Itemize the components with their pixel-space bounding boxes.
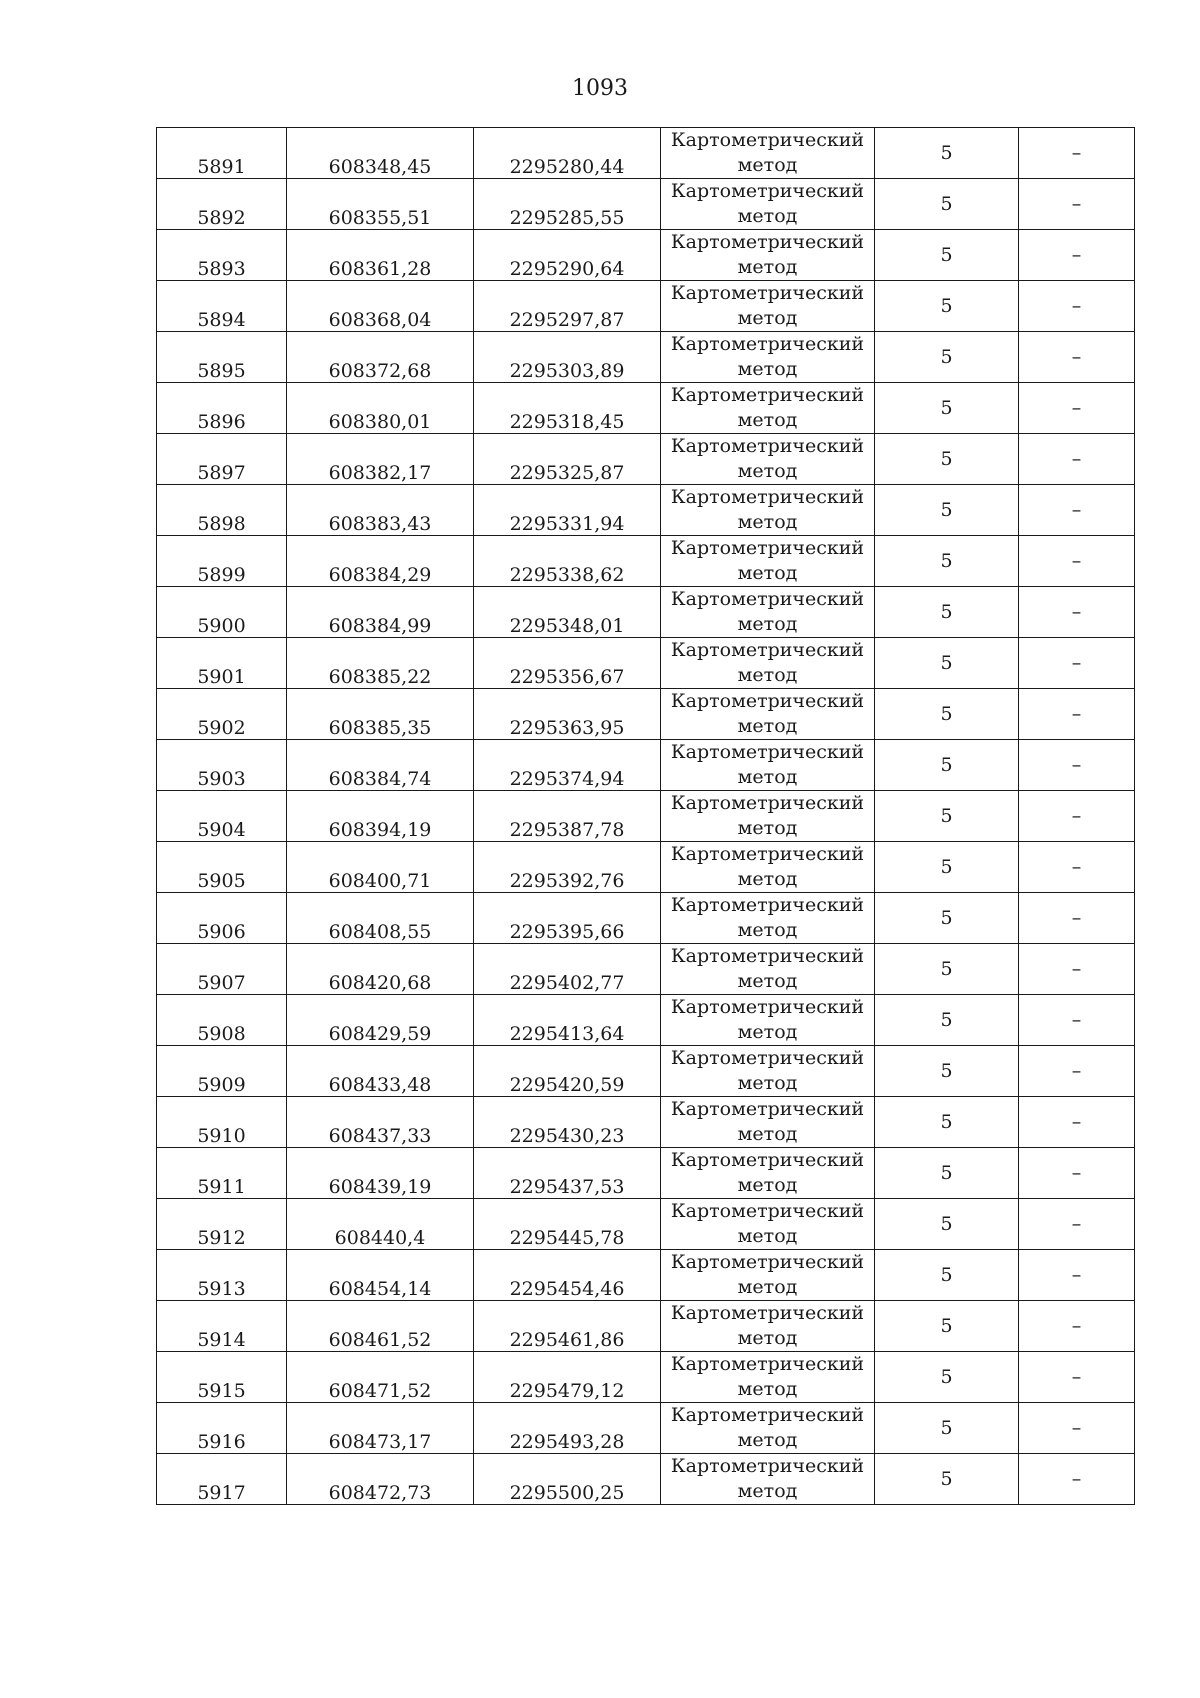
- y-coordinate-cell: 2295297,87: [474, 281, 661, 332]
- method-cell: [661, 128, 875, 179]
- x-coordinate-cell: 608372,68: [287, 332, 474, 383]
- point-number-cell: 5899: [157, 536, 287, 587]
- note-cell: –: [1019, 689, 1135, 740]
- y-coordinate-cell: 2295363,95: [474, 689, 661, 740]
- point-number-cell: 5906: [157, 893, 287, 944]
- y-coordinate-cell: 2295454,46: [474, 1250, 661, 1301]
- x-coordinate-cell: 608400,71: [287, 842, 474, 893]
- accuracy-cell: 5: [875, 1301, 1019, 1352]
- method-cell: [661, 638, 875, 689]
- x-coordinate-cell: 608384,99: [287, 587, 474, 638]
- table-row: [157, 485, 1135, 536]
- method-cell: [661, 1046, 875, 1097]
- method-cell: [661, 536, 875, 587]
- table-row: [157, 332, 1135, 383]
- method-line-2: метод: [737, 1480, 798, 1502]
- method-cell: [661, 944, 875, 995]
- y-coordinate-cell: 2295437,53: [474, 1148, 661, 1199]
- table-row: [157, 944, 1135, 995]
- y-coordinate-cell: 2295318,45: [474, 383, 661, 434]
- point-number-cell: 5915: [157, 1352, 287, 1403]
- y-coordinate-cell: 2295303,89: [474, 332, 661, 383]
- table-row: [157, 740, 1135, 791]
- point-number-cell: 5910: [157, 1097, 287, 1148]
- method-line-1: Картометрический: [670, 639, 865, 661]
- note-cell: –: [1019, 1097, 1135, 1148]
- y-coordinate-cell: 2295338,62: [474, 536, 661, 587]
- point-number-cell: 5893: [157, 230, 287, 281]
- x-coordinate-cell: 608440,4: [287, 1199, 474, 1250]
- method-line-1: Картометрический: [670, 741, 865, 763]
- x-coordinate-cell: 608437,33: [287, 1097, 474, 1148]
- method-cell: [661, 1250, 875, 1301]
- method-cell: [661, 485, 875, 536]
- table-row: [157, 791, 1135, 842]
- note-cell: –: [1019, 1199, 1135, 1250]
- y-coordinate-cell: 2295445,78: [474, 1199, 661, 1250]
- point-number-cell: 5909: [157, 1046, 287, 1097]
- method-line-2: метод: [737, 1429, 798, 1451]
- note-cell: –: [1019, 179, 1135, 230]
- method-line-2: метод: [737, 205, 798, 227]
- method-cell: [661, 1403, 875, 1454]
- method-line-2: метод: [737, 358, 798, 380]
- method-line-2: метод: [737, 256, 798, 278]
- x-coordinate-cell: 608472,73: [287, 1454, 474, 1505]
- y-coordinate-cell: 2295348,01: [474, 587, 661, 638]
- y-coordinate-cell: 2295280,44: [474, 128, 661, 179]
- point-number-cell: 5913: [157, 1250, 287, 1301]
- point-number-cell: 5900: [157, 587, 287, 638]
- method-line-2: метод: [737, 1021, 798, 1043]
- accuracy-cell: 5: [875, 638, 1019, 689]
- x-coordinate-cell: 608355,51: [287, 179, 474, 230]
- method-line-1: Картометрический: [670, 843, 865, 865]
- accuracy-cell: 5: [875, 944, 1019, 995]
- method-line-1: Картометрический: [670, 1353, 865, 1375]
- table-row: [157, 536, 1135, 587]
- x-coordinate-cell: 608361,28: [287, 230, 474, 281]
- method-cell: [661, 1199, 875, 1250]
- method-line-1: Картометрический: [670, 1098, 865, 1120]
- method-cell: [661, 230, 875, 281]
- method-cell: [661, 893, 875, 944]
- method-cell: [661, 689, 875, 740]
- note-cell: –: [1019, 1301, 1135, 1352]
- accuracy-cell: 5: [875, 1352, 1019, 1403]
- table-row: [157, 1454, 1135, 1505]
- point-number-cell: 5897: [157, 434, 287, 485]
- table-row: [157, 842, 1135, 893]
- method-cell: [661, 434, 875, 485]
- x-coordinate-cell: 608420,68: [287, 944, 474, 995]
- table-row: [157, 1250, 1135, 1301]
- y-coordinate-cell: 2295392,76: [474, 842, 661, 893]
- method-cell: [661, 995, 875, 1046]
- method-cell: [661, 1148, 875, 1199]
- x-coordinate-cell: 608384,29: [287, 536, 474, 587]
- method-line-1: Картометрический: [670, 333, 865, 355]
- accuracy-cell: 5: [875, 434, 1019, 485]
- point-number-cell: 5901: [157, 638, 287, 689]
- method-line-2: метод: [737, 154, 798, 176]
- x-coordinate-cell: 608383,43: [287, 485, 474, 536]
- accuracy-cell: 5: [875, 1403, 1019, 1454]
- accuracy-cell: 5: [875, 383, 1019, 434]
- point-number-cell: 5905: [157, 842, 287, 893]
- method-line-2: метод: [737, 1327, 798, 1349]
- table-row: [157, 1148, 1135, 1199]
- note-cell: –: [1019, 536, 1135, 587]
- note-cell: –: [1019, 1454, 1135, 1505]
- method-line-1: Картометрический: [670, 435, 865, 457]
- note-cell: –: [1019, 587, 1135, 638]
- x-coordinate-cell: 608461,52: [287, 1301, 474, 1352]
- table-row: [157, 995, 1135, 1046]
- method-line-2: метод: [737, 562, 798, 584]
- table-row: [157, 689, 1135, 740]
- coordinates-table: [156, 127, 1135, 1505]
- table-row: [157, 1046, 1135, 1097]
- note-cell: –: [1019, 842, 1135, 893]
- method-line-1: Картометрический: [670, 1455, 865, 1477]
- accuracy-cell: 5: [875, 740, 1019, 791]
- y-coordinate-cell: 2295500,25: [474, 1454, 661, 1505]
- note-cell: –: [1019, 1250, 1135, 1301]
- method-line-2: метод: [737, 868, 798, 890]
- x-coordinate-cell: 608384,74: [287, 740, 474, 791]
- accuracy-cell: 5: [875, 893, 1019, 944]
- method-cell: [661, 332, 875, 383]
- note-cell: –: [1019, 1403, 1135, 1454]
- accuracy-cell: 5: [875, 1250, 1019, 1301]
- point-number-cell: 5917: [157, 1454, 287, 1505]
- method-line-1: Картометрический: [670, 282, 865, 304]
- point-number-cell: 5894: [157, 281, 287, 332]
- method-line-2: метод: [737, 460, 798, 482]
- note-cell: –: [1019, 638, 1135, 689]
- x-coordinate-cell: 608454,14: [287, 1250, 474, 1301]
- point-number-cell: 5908: [157, 995, 287, 1046]
- method-line-1: Картометрический: [670, 1149, 865, 1171]
- note-cell: –: [1019, 281, 1135, 332]
- note-cell: –: [1019, 740, 1135, 791]
- table-row: [157, 1403, 1135, 1454]
- table-row: [157, 128, 1135, 179]
- accuracy-cell: 5: [875, 791, 1019, 842]
- point-number-cell: 5892: [157, 179, 287, 230]
- x-coordinate-cell: 608473,17: [287, 1403, 474, 1454]
- table-row: [157, 1352, 1135, 1403]
- method-cell: [661, 179, 875, 230]
- table-row: [157, 179, 1135, 230]
- accuracy-cell: 5: [875, 995, 1019, 1046]
- method-line-1: Картометрический: [670, 945, 865, 967]
- y-coordinate-cell: 2295387,78: [474, 791, 661, 842]
- x-coordinate-cell: 608408,55: [287, 893, 474, 944]
- note-cell: –: [1019, 485, 1135, 536]
- point-number-cell: 5891: [157, 128, 287, 179]
- method-line-1: Картометрический: [670, 231, 865, 253]
- method-line-2: метод: [737, 919, 798, 941]
- method-cell: [661, 281, 875, 332]
- note-cell: –: [1019, 791, 1135, 842]
- accuracy-cell: 5: [875, 1097, 1019, 1148]
- method-line-1: Картометрический: [670, 1047, 865, 1069]
- method-line-1: Картометрический: [670, 129, 865, 151]
- method-cell: [661, 1097, 875, 1148]
- method-line-1: Картометрический: [670, 1251, 865, 1273]
- method-cell: [661, 1352, 875, 1403]
- accuracy-cell: 5: [875, 128, 1019, 179]
- note-cell: –: [1019, 944, 1135, 995]
- table-row: [157, 1097, 1135, 1148]
- x-coordinate-cell: 608429,59: [287, 995, 474, 1046]
- point-number-cell: 5898: [157, 485, 287, 536]
- method-cell: [661, 1301, 875, 1352]
- y-coordinate-cell: 2295290,64: [474, 230, 661, 281]
- accuracy-cell: 5: [875, 281, 1019, 332]
- table-row: [157, 434, 1135, 485]
- x-coordinate-cell: 608385,22: [287, 638, 474, 689]
- method-line-1: Картометрический: [670, 486, 865, 508]
- note-cell: –: [1019, 128, 1135, 179]
- note-cell: –: [1019, 995, 1135, 1046]
- y-coordinate-cell: 2295479,12: [474, 1352, 661, 1403]
- method-line-2: метод: [737, 307, 798, 329]
- y-coordinate-cell: 2295420,59: [474, 1046, 661, 1097]
- point-number-cell: 5895: [157, 332, 287, 383]
- method-cell: [661, 587, 875, 638]
- accuracy-cell: 5: [875, 842, 1019, 893]
- method-line-1: Картометрический: [670, 384, 865, 406]
- method-line-2: метод: [737, 1276, 798, 1298]
- accuracy-cell: 5: [875, 230, 1019, 281]
- table-row: [157, 893, 1135, 944]
- table-row: [157, 1199, 1135, 1250]
- point-number-cell: 5911: [157, 1148, 287, 1199]
- method-line-1: Картометрический: [670, 690, 865, 712]
- method-cell: [661, 842, 875, 893]
- x-coordinate-cell: 608439,19: [287, 1148, 474, 1199]
- x-coordinate-cell: 608380,01: [287, 383, 474, 434]
- method-line-2: метод: [737, 1123, 798, 1145]
- accuracy-cell: 5: [875, 1454, 1019, 1505]
- method-line-1: Картометрический: [670, 1404, 865, 1426]
- accuracy-cell: 5: [875, 485, 1019, 536]
- accuracy-cell: 5: [875, 332, 1019, 383]
- table-row: [157, 638, 1135, 689]
- x-coordinate-cell: 608348,45: [287, 128, 474, 179]
- y-coordinate-cell: 2295356,67: [474, 638, 661, 689]
- accuracy-cell: 5: [875, 1046, 1019, 1097]
- point-number-cell: 5904: [157, 791, 287, 842]
- method-line-1: Картометрический: [670, 894, 865, 916]
- accuracy-cell: 5: [875, 689, 1019, 740]
- y-coordinate-cell: 2295325,87: [474, 434, 661, 485]
- accuracy-cell: 5: [875, 179, 1019, 230]
- y-coordinate-cell: 2295430,23: [474, 1097, 661, 1148]
- point-number-cell: 5907: [157, 944, 287, 995]
- method-line-2: метод: [737, 817, 798, 839]
- note-cell: –: [1019, 383, 1135, 434]
- point-number-cell: 5903: [157, 740, 287, 791]
- table-row: [157, 281, 1135, 332]
- method-line-1: Картометрический: [670, 1200, 865, 1222]
- accuracy-cell: 5: [875, 536, 1019, 587]
- method-line-2: метод: [737, 766, 798, 788]
- point-number-cell: 5912: [157, 1199, 287, 1250]
- table-row: [157, 587, 1135, 638]
- y-coordinate-cell: 2295413,64: [474, 995, 661, 1046]
- y-coordinate-cell: 2295374,94: [474, 740, 661, 791]
- note-cell: –: [1019, 1352, 1135, 1403]
- x-coordinate-cell: 608368,04: [287, 281, 474, 332]
- x-coordinate-cell: 608382,17: [287, 434, 474, 485]
- note-cell: –: [1019, 1046, 1135, 1097]
- method-line-2: метод: [737, 664, 798, 686]
- note-cell: –: [1019, 332, 1135, 383]
- method-cell: [661, 791, 875, 842]
- note-cell: –: [1019, 893, 1135, 944]
- note-cell: –: [1019, 1148, 1135, 1199]
- x-coordinate-cell: 608394,19: [287, 791, 474, 842]
- x-coordinate-cell: 608471,52: [287, 1352, 474, 1403]
- y-coordinate-cell: 2295461,86: [474, 1301, 661, 1352]
- method-line-2: метод: [737, 613, 798, 635]
- method-line-1: Картометрический: [670, 180, 865, 202]
- x-coordinate-cell: 608385,35: [287, 689, 474, 740]
- method-cell: [661, 383, 875, 434]
- method-line-2: метод: [737, 970, 798, 992]
- page-number: 1093: [572, 76, 628, 101]
- table-row: [157, 1301, 1135, 1352]
- point-number-cell: 5902: [157, 689, 287, 740]
- method-line-2: метод: [737, 715, 798, 737]
- method-line-2: метод: [737, 1225, 798, 1247]
- point-number-cell: 5896: [157, 383, 287, 434]
- method-cell: [661, 1454, 875, 1505]
- method-line-2: метод: [737, 1378, 798, 1400]
- coordinates-table-body: [157, 128, 1135, 1505]
- y-coordinate-cell: 2295402,77: [474, 944, 661, 995]
- method-cell: [661, 740, 875, 791]
- y-coordinate-cell: 2295493,28: [474, 1403, 661, 1454]
- accuracy-cell: 5: [875, 587, 1019, 638]
- note-cell: –: [1019, 434, 1135, 485]
- table-row: [157, 230, 1135, 281]
- y-coordinate-cell: 2295331,94: [474, 485, 661, 536]
- table-row: [157, 383, 1135, 434]
- method-line-1: Картометрический: [670, 537, 865, 559]
- point-number-cell: 5914: [157, 1301, 287, 1352]
- method-line-1: Картометрический: [670, 792, 865, 814]
- point-number-cell: 5916: [157, 1403, 287, 1454]
- method-line-1: Картометрический: [670, 588, 865, 610]
- accuracy-cell: 5: [875, 1199, 1019, 1250]
- x-coordinate-cell: 608433,48: [287, 1046, 474, 1097]
- method-line-2: метод: [737, 511, 798, 533]
- method-line-2: метод: [737, 1174, 798, 1196]
- method-line-1: Картометрический: [670, 1302, 865, 1324]
- y-coordinate-cell: 2295285,55: [474, 179, 661, 230]
- method-line-1: Картометрический: [670, 996, 865, 1018]
- y-coordinate-cell: 2295395,66: [474, 893, 661, 944]
- method-line-2: метод: [737, 1072, 798, 1094]
- note-cell: –: [1019, 230, 1135, 281]
- method-line-2: метод: [737, 409, 798, 431]
- accuracy-cell: 5: [875, 1148, 1019, 1199]
